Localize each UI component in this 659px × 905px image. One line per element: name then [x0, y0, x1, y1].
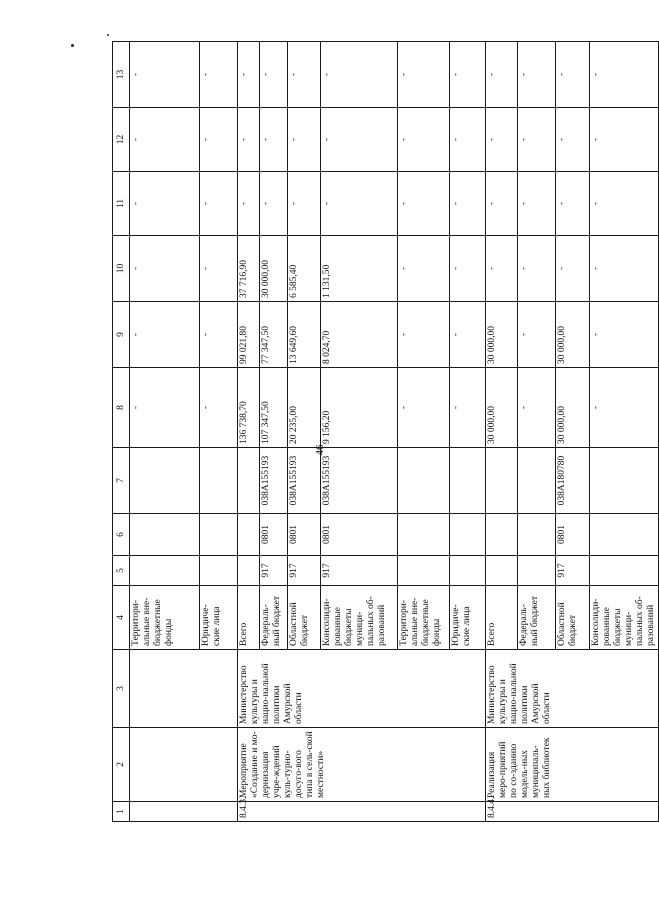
grbs-cell — [130, 556, 200, 586]
budget-table — [112, 41, 659, 822]
value-cell: - — [200, 108, 238, 172]
grbs-cell — [486, 556, 518, 586]
funding-source-cell: Юридиче-ские лица — [200, 586, 238, 650]
rzpr-cell — [450, 514, 486, 556]
grbs-cell: 917 — [556, 556, 590, 586]
header-cell: 13 — [113, 42, 130, 108]
rotated-table-wrapper — [112, 42, 656, 822]
funding-source-cell: Областной бюджет — [288, 586, 321, 650]
value-cell: - — [130, 368, 200, 448]
grbs-cell — [200, 556, 238, 586]
value-cell: 37 716,90 — [238, 236, 260, 302]
csr-cell: 038A155193 — [288, 448, 321, 514]
value-cell: - — [200, 302, 238, 368]
value-cell: - — [398, 236, 450, 302]
value-cell: 99 021,80 — [238, 302, 260, 368]
grbs-cell — [518, 556, 556, 586]
value-cell: - — [260, 42, 288, 108]
scan-speck — [107, 34, 109, 36]
csr-cell: 038A180780 — [556, 448, 590, 514]
value-cell: - — [590, 236, 659, 302]
table-row — [486, 42, 518, 822]
funding-source-cell: Юридиче-ские лица — [450, 586, 486, 650]
grbs-cell: 917 — [260, 556, 288, 586]
value-cell: - — [450, 108, 486, 172]
value-cell: - — [130, 302, 200, 368]
value-cell: - — [518, 302, 556, 368]
value-cell: - — [238, 108, 260, 172]
value-cell: - — [450, 172, 486, 236]
rzpr-cell: 0801 — [288, 514, 321, 556]
value-cell: - — [288, 172, 321, 236]
executor-cell — [130, 650, 238, 728]
csr-cell — [518, 448, 556, 514]
value-cell: - — [450, 368, 486, 448]
grbs-cell — [450, 556, 486, 586]
value-cell: - — [590, 302, 659, 368]
item-number-cell: 8.4.4. — [486, 802, 659, 822]
value-cell: - — [200, 368, 238, 448]
value-cell: 8 024,70 — [321, 302, 398, 368]
value-cell: 136 738,70 — [238, 368, 260, 448]
funding-source-cell: Территори-альные вне-бюджетные фонды — [398, 586, 450, 650]
value-cell: - — [486, 236, 518, 302]
value-cell: - — [398, 302, 450, 368]
value-cell: - — [556, 42, 590, 108]
value-cell: - — [321, 42, 398, 108]
page-number: 46 — [314, 444, 326, 456]
value-cell: - — [130, 236, 200, 302]
item-number-cell: 8.4.3. — [238, 802, 486, 822]
value-cell: - — [450, 302, 486, 368]
value-cell: - — [518, 236, 556, 302]
header-cell: 3 — [113, 650, 130, 728]
header-cell: 8 — [113, 368, 130, 448]
value-cell: - — [486, 172, 518, 236]
item-name-cell — [130, 728, 238, 802]
item-number-cell — [130, 802, 238, 822]
scan-speck — [71, 44, 74, 47]
value-cell: - — [590, 172, 659, 236]
csr-cell — [450, 448, 486, 514]
rzpr-cell — [486, 514, 518, 556]
value-cell: - — [321, 172, 398, 236]
value-cell: - — [130, 108, 200, 172]
value-cell: - — [200, 42, 238, 108]
value-cell: - — [398, 42, 450, 108]
rzpr-cell — [200, 514, 238, 556]
rzpr-cell: 0801 — [321, 514, 398, 556]
value-cell: - — [238, 172, 260, 236]
header-cell: 1 — [113, 802, 130, 822]
funding-source-cell: Федераль-ный бюджет — [518, 586, 556, 650]
value-cell: - — [260, 172, 288, 236]
value-cell: - — [556, 108, 590, 172]
header-cell: 4 — [113, 586, 130, 650]
value-cell: - — [590, 108, 659, 172]
value-cell: - — [518, 42, 556, 108]
csr-cell: 038A155193 — [260, 448, 288, 514]
value-cell: - — [321, 108, 398, 172]
header-cell: 7 — [113, 448, 130, 514]
value-cell: - — [260, 108, 288, 172]
rzpr-cell: 0801 — [260, 514, 288, 556]
executor-cell: Министерство культуры и нацио-нальной политики Амурской области — [486, 650, 659, 728]
value-cell: - — [590, 42, 659, 108]
csr-cell — [398, 448, 450, 514]
value-cell: - — [288, 42, 321, 108]
value-cell: - — [590, 368, 659, 448]
header-cell: 9 — [113, 302, 130, 368]
grbs-cell — [238, 556, 260, 586]
value-cell: 77 347,50 — [260, 302, 288, 368]
funding-source-cell: Федераль-ный бюджет — [260, 586, 288, 650]
table-row — [238, 42, 260, 822]
value-cell: 6 585,40 — [288, 236, 321, 302]
csr-cell: 038A155193 — [321, 448, 398, 514]
value-cell: - — [518, 172, 556, 236]
csr-cell — [130, 448, 200, 514]
header-cell: 10 — [113, 236, 130, 302]
value-cell: 30 000,00 — [486, 302, 518, 368]
grbs-cell: 917 — [288, 556, 321, 586]
funding-source-cell: Всего — [238, 586, 260, 650]
value-cell: - — [518, 368, 556, 448]
funding-source-cell: Консолиди-рованные бюджеты муници-пальных об-разований — [321, 586, 398, 650]
value-cell: - — [556, 236, 590, 302]
value-cell: - — [486, 108, 518, 172]
value-cell: 1 131,50 — [321, 236, 398, 302]
grbs-cell — [590, 556, 659, 586]
value-cell: 107 347,50 — [260, 368, 288, 448]
rzpr-cell — [590, 514, 659, 556]
csr-cell — [590, 448, 659, 514]
value-cell: 20 235,00 — [288, 368, 321, 448]
value-cell: - — [130, 42, 200, 108]
value-cell: - — [556, 172, 590, 236]
funding-source-cell: Консолиди-рованные бюджеты муници-пальных об-разований — [590, 586, 659, 650]
funding-source-cell: Всего — [486, 586, 518, 650]
value-cell: - — [486, 42, 518, 108]
value-cell: - — [518, 108, 556, 172]
value-cell: 30 000,00 — [556, 368, 590, 448]
value-cell: - — [398, 172, 450, 236]
value-cell: 30 000,00 — [486, 368, 518, 448]
csr-cell — [238, 448, 260, 514]
item-name-cell: Мероприятие «Создание и мо-дернизация учре-ждений куль-турно-досуго-вого типа в сель-ской местности» — [238, 728, 486, 802]
header-cell: 6 — [113, 514, 130, 556]
value-cell: 30 000,00 — [556, 302, 590, 368]
value-cell: - — [398, 108, 450, 172]
grbs-cell: 917 — [321, 556, 398, 586]
value-cell: - — [200, 236, 238, 302]
funding-source-cell: Территори-альные вне-бюджетные фонды — [130, 586, 200, 650]
value-cell: 13 649,60 — [288, 302, 321, 368]
value-cell: - — [238, 42, 260, 108]
rzpr-cell — [398, 514, 450, 556]
value-cell: - — [130, 172, 200, 236]
funding-source-cell: Областной бюджет — [556, 586, 590, 650]
value-cell: - — [288, 108, 321, 172]
header-cell: 12 — [113, 108, 130, 172]
table-row — [130, 42, 200, 822]
executor-cell: Министерство культуры и нацио-нальной политики Амурской области — [238, 650, 486, 728]
header-cell: 11 — [113, 172, 130, 236]
value-cell: - — [398, 368, 450, 448]
rzpr-cell — [518, 514, 556, 556]
rzpr-cell: 0801 — [556, 514, 590, 556]
header-cell: 2 — [113, 728, 130, 802]
rzpr-cell — [238, 514, 260, 556]
csr-cell — [486, 448, 518, 514]
header-cell: 5 — [113, 556, 130, 586]
rzpr-cell — [130, 514, 200, 556]
item-name-cell: Реализация меро-приятий по со-зданию модель-ных муниципаль-ных библиотек — [486, 728, 659, 802]
grbs-cell — [398, 556, 450, 586]
value-cell: - — [450, 42, 486, 108]
csr-cell — [200, 448, 238, 514]
value-cell: - — [200, 172, 238, 236]
header-row — [113, 42, 130, 822]
value-cell: 30 000,00 — [260, 236, 288, 302]
value-cell: - — [450, 236, 486, 302]
value-cell: 9 156,20 — [321, 368, 398, 448]
